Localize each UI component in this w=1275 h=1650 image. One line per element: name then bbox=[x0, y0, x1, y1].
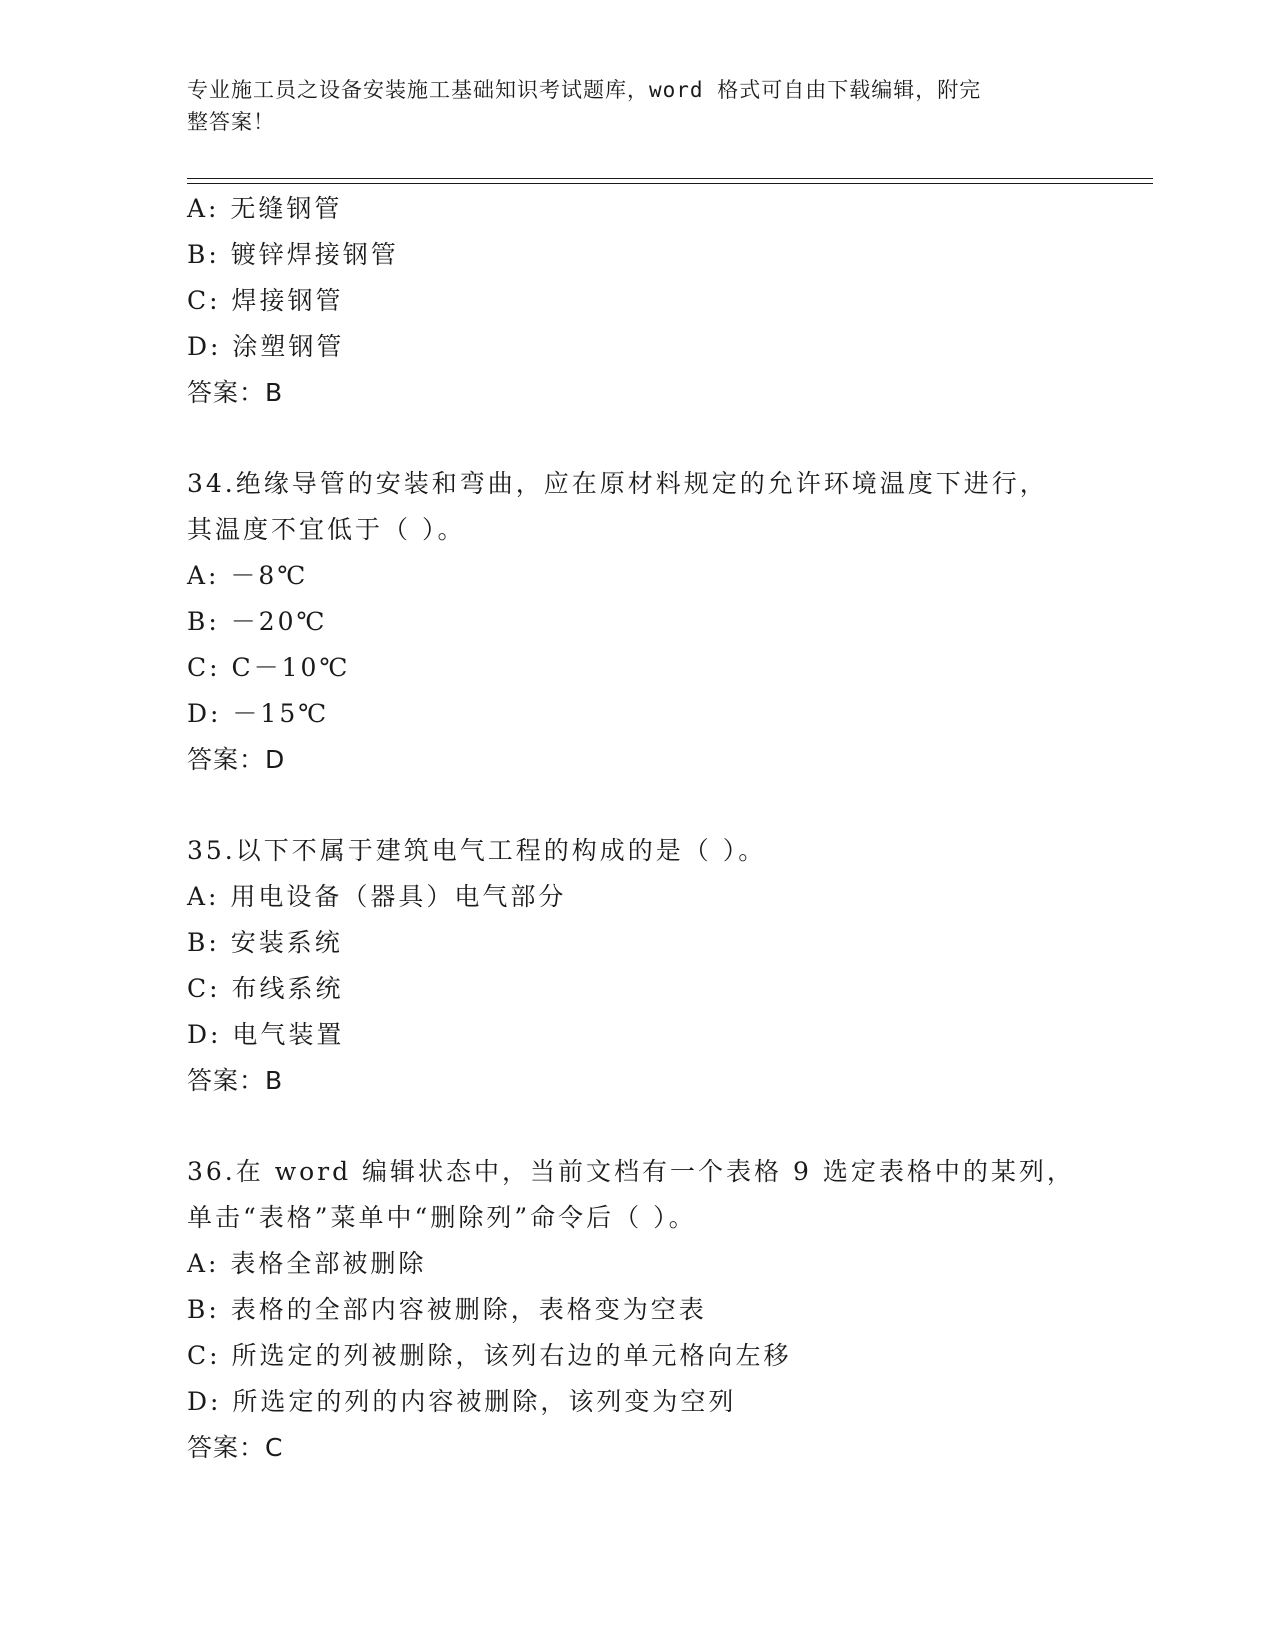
block-spacer bbox=[187, 1104, 1087, 1149]
option-d: D: －15℃ bbox=[187, 699, 330, 728]
question-text: 35.以下不属于建筑电气工程的构成的是（ ）。 bbox=[187, 836, 767, 865]
question-list bbox=[187, 186, 1087, 1471]
option-c: C: 布线系统 bbox=[187, 974, 344, 1003]
header-line-2: 整答案！ bbox=[187, 110, 275, 134]
block-spacer bbox=[187, 783, 1087, 828]
header-line-1: 专业施工员之设备安装施工基础知识考试题库，word 格式可自由下载编辑，附完 bbox=[187, 78, 982, 102]
question-text: 34.绝缘导管的安装和弯曲，应在原材料规定的允许环境温度下进行， bbox=[187, 469, 1048, 498]
question-text: 其温度不宜低于（ ）。 bbox=[187, 515, 466, 544]
question-block bbox=[187, 186, 1087, 416]
option-d: D: 涂塑钢管 bbox=[187, 332, 345, 361]
question-text: 单击“表格”菜单中“删除列”命令后（ ）。 bbox=[187, 1203, 697, 1232]
question-block bbox=[187, 828, 1087, 1104]
option-c: C: 焊接钢管 bbox=[187, 286, 344, 315]
answer-text: 答案：C bbox=[187, 1433, 284, 1462]
option-b: B: 安装系统 bbox=[187, 928, 343, 957]
answer-text: 答案：B bbox=[187, 1066, 284, 1095]
option-d: D: 所选定的列的内容被删除，该列变为空列 bbox=[187, 1387, 737, 1416]
option-d: D: 电气装置 bbox=[187, 1020, 345, 1049]
option-b: B: 表格的全部内容被删除，表格变为空表 bbox=[187, 1295, 707, 1324]
option-a: A: －8℃ bbox=[187, 561, 309, 590]
answer-text: 答案：D bbox=[187, 745, 286, 774]
document-header bbox=[187, 74, 1067, 138]
option-a: A: 表格全部被删除 bbox=[187, 1249, 427, 1278]
option-a: A: 用电设备（器具）电气部分 bbox=[187, 882, 567, 911]
option-c: C: 所选定的列被删除，该列右边的单元格向左移 bbox=[187, 1341, 792, 1370]
option-a: A: 无缝钢管 bbox=[187, 194, 343, 223]
option-b: B: －20℃ bbox=[187, 607, 328, 636]
question-block bbox=[187, 461, 1087, 783]
question-text: 36.在 word 编辑状态中，当前文档有一个表格 9 选定表格中的某列， bbox=[187, 1157, 1075, 1186]
header-divider-bottom bbox=[187, 183, 1153, 184]
answer-text: 答案：B bbox=[187, 378, 284, 407]
question-block bbox=[187, 1149, 1087, 1471]
option-c: C: C－10℃ bbox=[187, 653, 351, 682]
block-spacer bbox=[187, 416, 1087, 461]
option-b: B: 镀锌焊接钢管 bbox=[187, 240, 399, 269]
header-divider-top bbox=[187, 178, 1153, 179]
